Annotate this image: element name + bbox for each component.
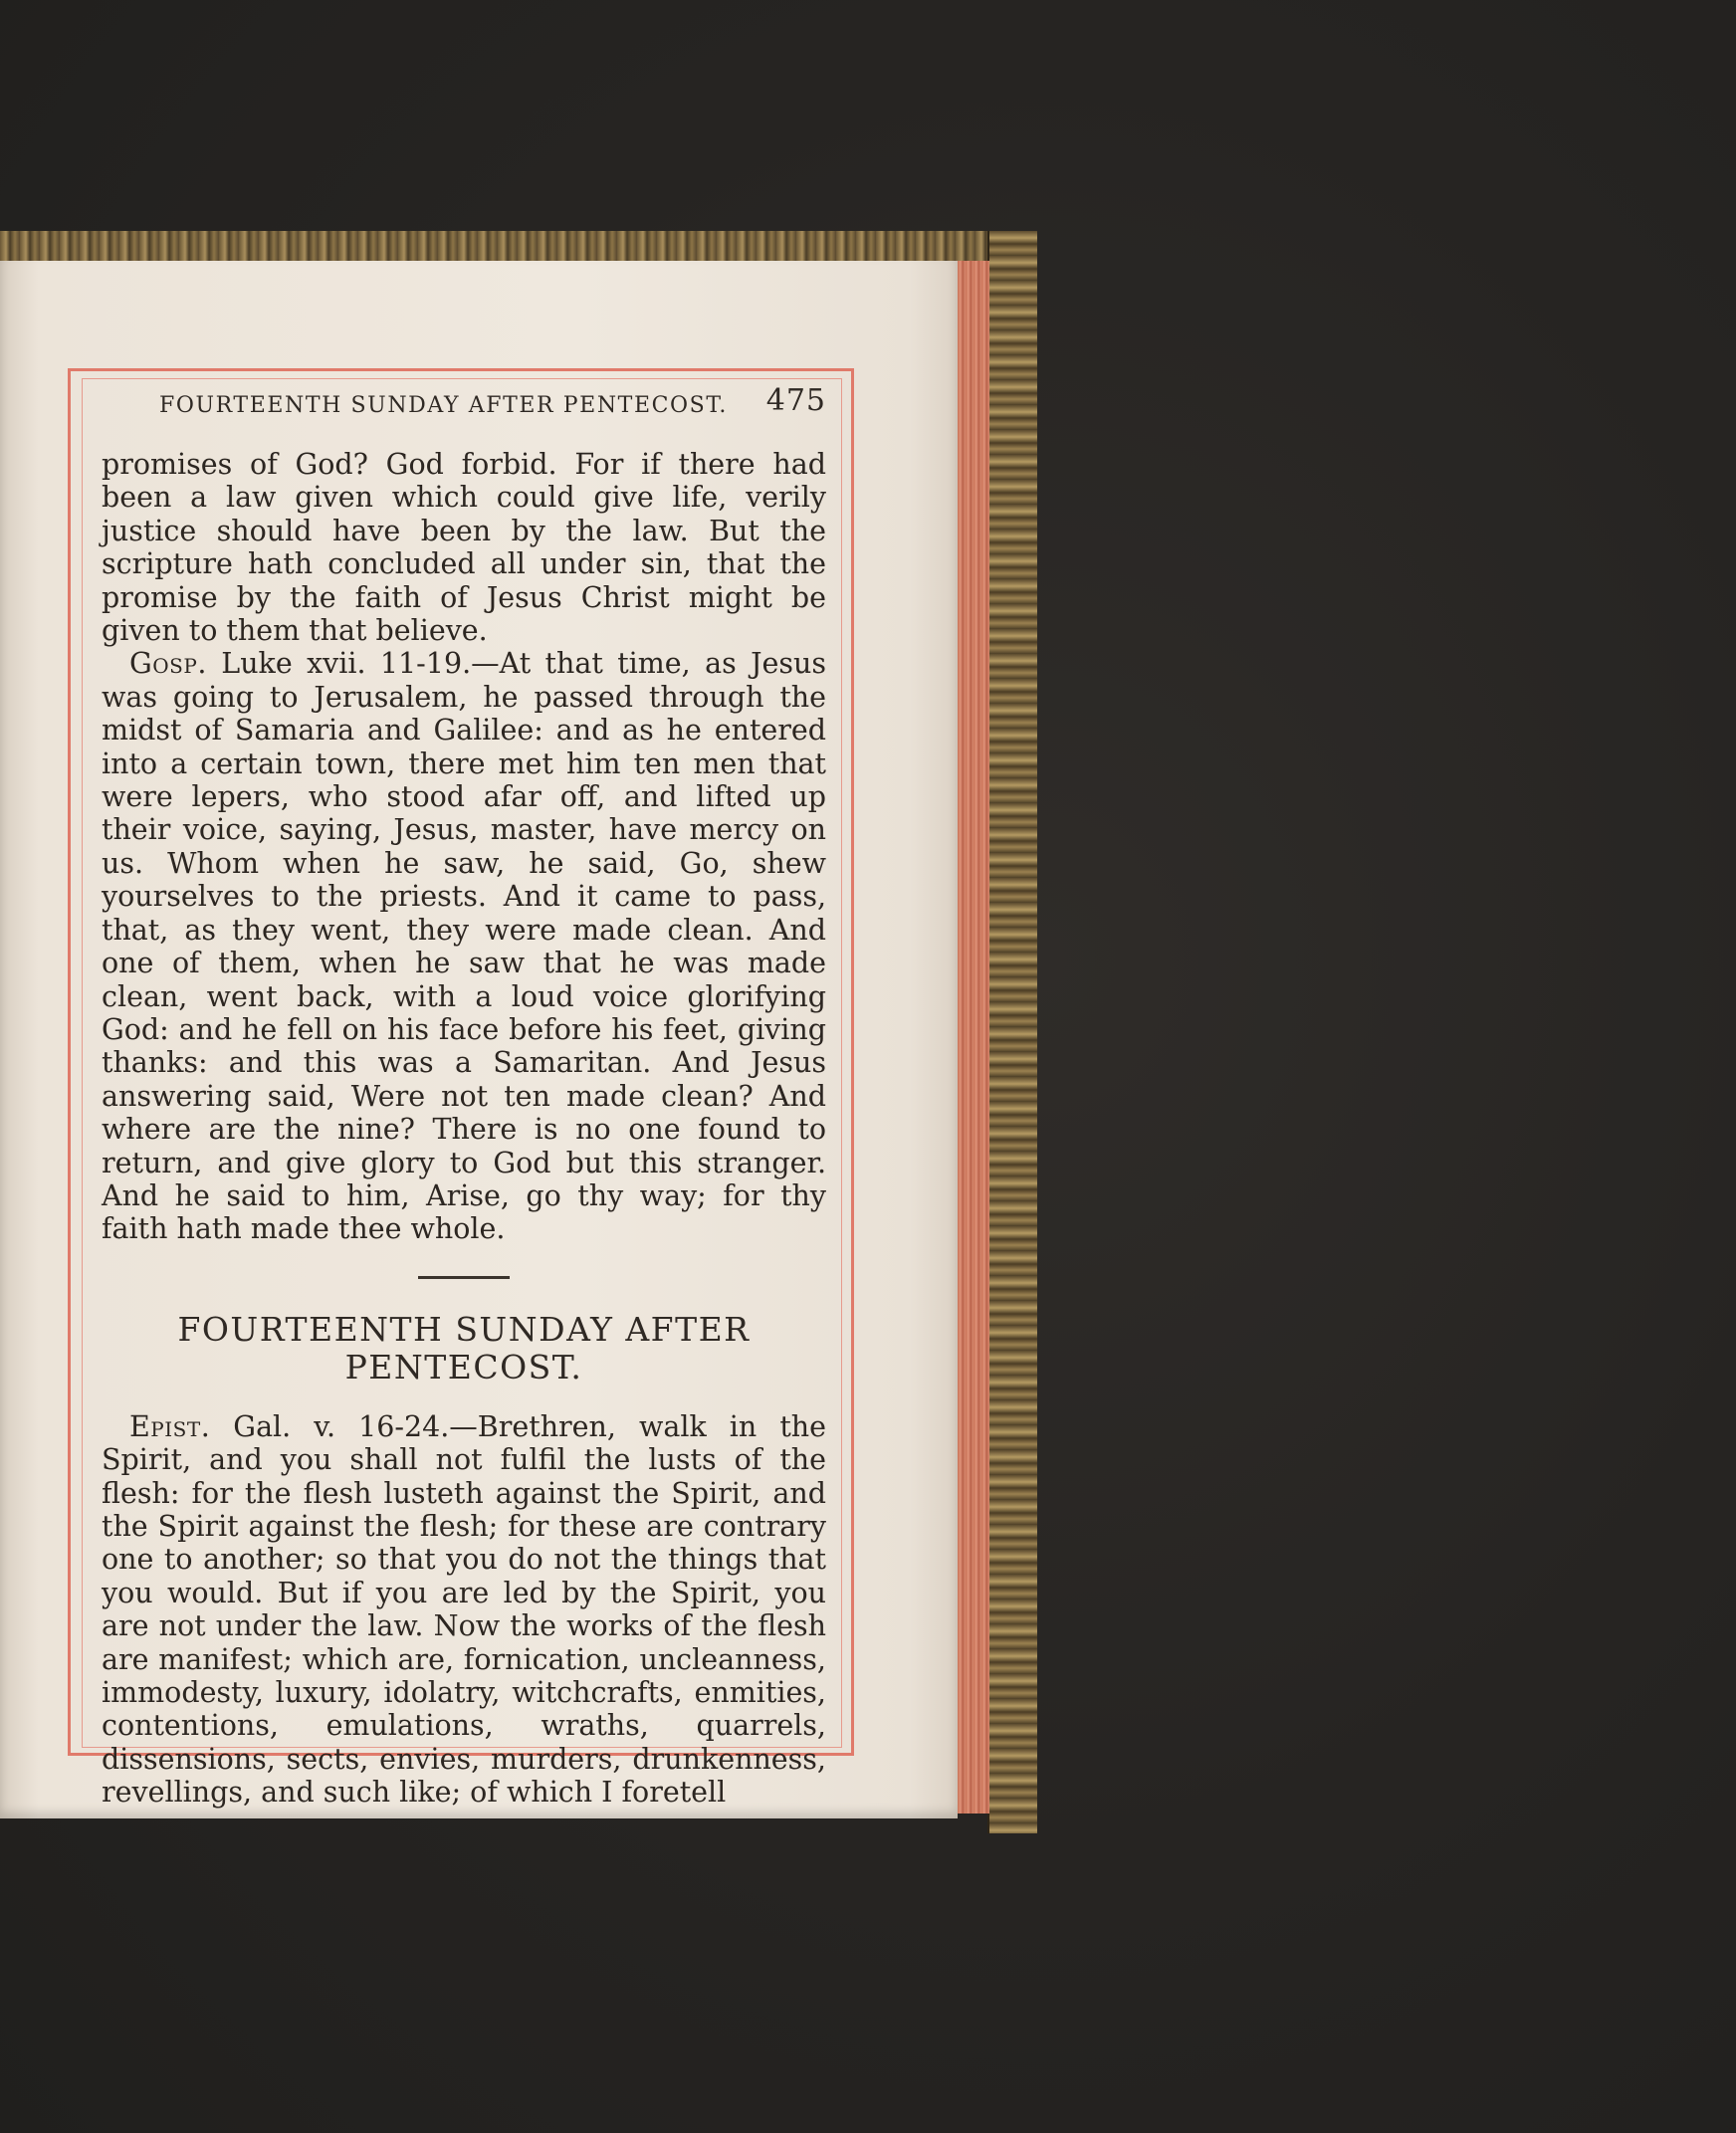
running-head bbox=[159, 383, 826, 423]
red-page-edges bbox=[958, 261, 989, 1813]
continued-paragraph: promises of God? God forbid. For if there had been a law given which could give life, verily justice should have been by the law. But the scripture hath concluded all under sin, that the promise by the faith of Jesus Christ might be given to them that believe. bbox=[102, 448, 826, 648]
page-text bbox=[102, 448, 826, 1810]
section-heading: FOURTEENTH SUNDAY AFTER PENTECOST. bbox=[177, 1309, 751, 1386]
gospel-label: Gosp. bbox=[129, 647, 207, 681]
gospel-text: Luke xvii. 11-19.—At that time, as Jesus was going to Jerusalem, he passed through the midst of Samaria and Galilee: and as he entered into a certain town, there met him ten men that were lepers, who stood afar off, and lifted up their voice, saying, Jesus, master, have mercy on us. Whom when he saw, he said, Go, shew yourselves to the priests. And it came to pass, that, as they went, they were made clean. And one of them, when he saw that he was made clean, went back, with a loud voice glorifying God: and he fell on his face before his feet, giving thanks: and this was a Samaritan. And Jesus answering said, Were not ten made clean? And where are the nine? There is no one found to return, and give glory to God but this stranger. And he said to him, Arise, go thy way; for thy faith hath made thee whole. bbox=[102, 647, 826, 1246]
running-head-title: FOURTEENTH SUNDAY AFTER PENTECOST. bbox=[159, 393, 728, 418]
page-number: 475 bbox=[765, 383, 826, 418]
book-cover-spine-edge bbox=[987, 231, 1037, 1833]
epistle-paragraph bbox=[102, 1410, 826, 1810]
epistle-label: Epist. bbox=[129, 1409, 211, 1443]
book-page bbox=[0, 261, 958, 1818]
section-divider bbox=[418, 1276, 510, 1279]
gospel-paragraph bbox=[102, 647, 826, 1245]
epistle-text: Gal. v. 16-24.—Brethren, walk in the Spirit, and you shall not fulfil the lusts of the flesh: for the flesh lusteth against the Spirit, and the Spirit against the flesh; for these are contrary one to another; so that you do not the things that you would. But if you are led by the Spirit, you are not under the law. Now the works of the flesh are manifest; which are, fornication, uncleanness, immodesty, luxury, idolatry, witchcrafts, enmities, contentions, emulations, wraths, quarrels, dissensions, sects, envies, murders, drunkenness, revellings, and such like; of which I foretell bbox=[102, 1409, 826, 1810]
book bbox=[0, 231, 1035, 1843]
